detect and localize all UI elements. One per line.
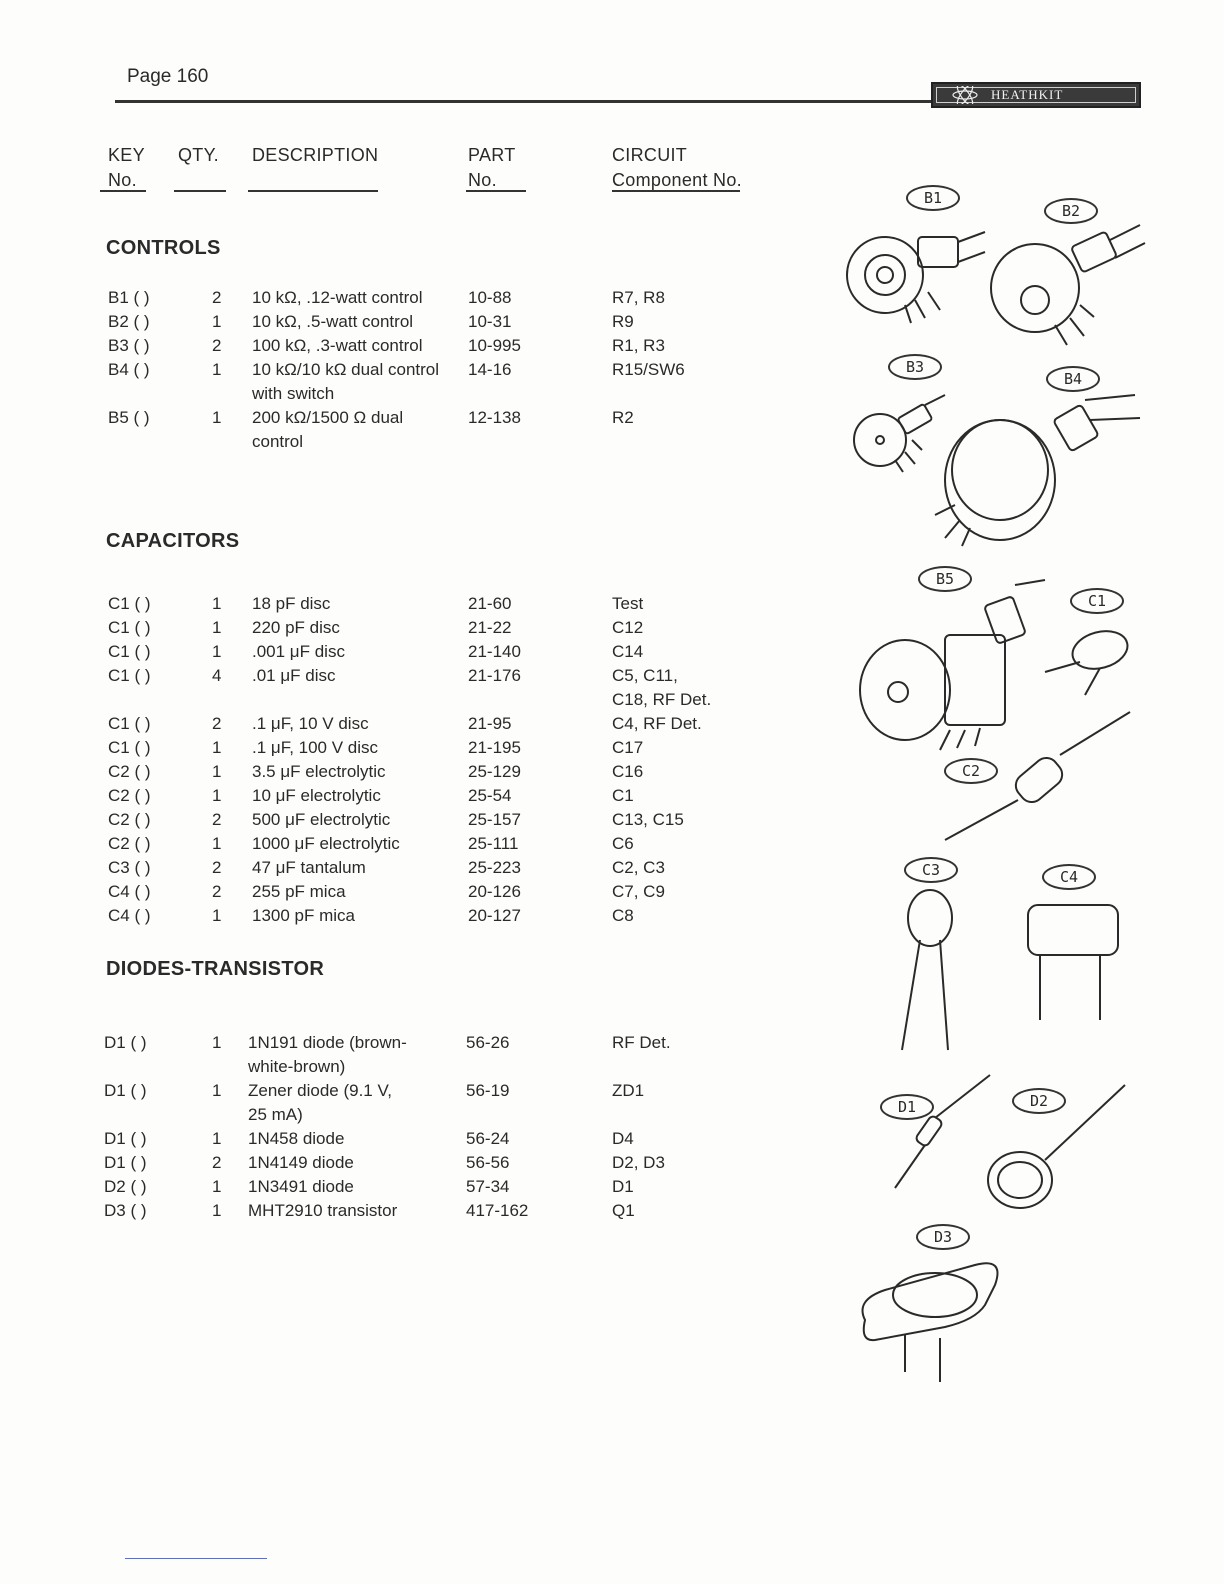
row-desc: 10 kΩ, .5-watt control bbox=[252, 312, 414, 331]
row-key: D1 ( ) bbox=[104, 1129, 147, 1148]
row-desc: 1N191 diode (brown- bbox=[248, 1033, 407, 1052]
row-qty: 1 bbox=[212, 1177, 222, 1196]
row-desc: 1N4149 diode bbox=[248, 1153, 354, 1172]
table-row bbox=[0, 834, 760, 858]
row-key: B1 ( ) bbox=[108, 288, 150, 307]
label-c1: C1 bbox=[1070, 588, 1124, 614]
row-part: 25-111 bbox=[468, 834, 519, 853]
row-qty: 1 bbox=[212, 762, 222, 781]
row-circuit: C1 bbox=[612, 786, 634, 805]
row-key: C2 ( ) bbox=[108, 762, 151, 781]
row-key: C1 ( ) bbox=[108, 618, 151, 637]
row-key: C2 ( ) bbox=[108, 786, 151, 805]
row-part: 10-31 bbox=[468, 312, 512, 331]
row-part: 57-34 bbox=[466, 1177, 510, 1196]
page-number: Page 160 bbox=[127, 66, 209, 87]
row-circuit: R1, R3 bbox=[612, 336, 665, 355]
row-circuit: R2 bbox=[612, 408, 634, 427]
control-b1-drawing bbox=[847, 232, 985, 323]
row-part: 25-157 bbox=[468, 810, 521, 829]
row-desc: 10 kΩ, .12-watt control bbox=[252, 288, 423, 307]
row-part: 21-176 bbox=[468, 666, 521, 685]
row-key: C1 ( ) bbox=[108, 738, 151, 757]
table-row bbox=[0, 906, 760, 930]
row-key: C1 ( ) bbox=[108, 714, 151, 733]
col-key-label: KEY bbox=[108, 145, 145, 165]
capacitor-c4-drawing bbox=[1028, 905, 1118, 1020]
col-qty-underline bbox=[174, 190, 226, 192]
row-desc: 1N3491 diode bbox=[248, 1177, 354, 1196]
control-b5-drawing bbox=[860, 580, 1045, 750]
col-circuit-label: CIRCUIT bbox=[612, 145, 688, 165]
row-circuit: D4 bbox=[612, 1129, 634, 1148]
row-qty: 1 bbox=[212, 1081, 222, 1100]
row-desc: 500 μF electrolytic bbox=[252, 810, 391, 829]
table-row bbox=[0, 1033, 760, 1057]
col-part-sub: No. bbox=[468, 170, 497, 190]
col-qty-label: QTY. bbox=[178, 145, 219, 165]
table-row bbox=[0, 810, 760, 834]
row-qty: 2 bbox=[212, 858, 222, 877]
row-part: 20-127 bbox=[468, 906, 521, 925]
row-circuit: D2, D3 bbox=[612, 1153, 665, 1172]
table-row bbox=[0, 288, 760, 312]
row-desc: control bbox=[252, 432, 304, 451]
row-qty: 2 bbox=[212, 336, 222, 355]
row-part: 56-56 bbox=[466, 1153, 510, 1172]
row-circuit: C14 bbox=[612, 642, 644, 661]
row-qty: 2 bbox=[212, 882, 222, 901]
row-circuit: C2, C3 bbox=[612, 858, 665, 877]
row-circuit: C17 bbox=[612, 738, 644, 757]
row-desc: white-brown) bbox=[248, 1057, 346, 1076]
row-desc: with switch bbox=[252, 384, 335, 403]
row-desc: .1 μF, 100 V disc bbox=[252, 738, 379, 757]
col-key-sub: No. bbox=[108, 170, 137, 190]
row-qty: 1 bbox=[212, 408, 222, 427]
table-row bbox=[0, 408, 760, 432]
row-circuit: C7, C9 bbox=[612, 882, 665, 901]
col-circuit-underline bbox=[612, 190, 740, 192]
row-qty: 1 bbox=[212, 312, 222, 331]
row-qty: 1 bbox=[212, 906, 222, 925]
row-qty: 1 bbox=[212, 1201, 222, 1220]
row-circuit: R7, R8 bbox=[612, 288, 665, 307]
table-row bbox=[0, 1081, 760, 1105]
row-key: C2 ( ) bbox=[108, 810, 151, 829]
table-row-continuation bbox=[0, 1105, 760, 1129]
row-circuit: C16 bbox=[612, 762, 644, 781]
table-row bbox=[0, 786, 760, 810]
row-circuit: C5, C11, bbox=[612, 666, 678, 685]
row-key: D1 ( ) bbox=[104, 1081, 147, 1100]
row-part: 56-24 bbox=[466, 1129, 510, 1148]
table-row bbox=[0, 714, 760, 738]
label-b3: B3 bbox=[888, 354, 942, 380]
label-b1: B1 bbox=[906, 185, 960, 211]
row-qty: 2 bbox=[212, 288, 222, 307]
row-desc: 100 kΩ, .3-watt control bbox=[252, 336, 423, 355]
row-qty: 1 bbox=[212, 642, 222, 661]
row-desc: 1300 pF mica bbox=[252, 906, 355, 925]
col-desc-label: DESCRIPTION bbox=[252, 145, 379, 165]
row-qty: 4 bbox=[212, 666, 222, 685]
row-key: C4 ( ) bbox=[108, 906, 151, 925]
row-circuit: RF Det. bbox=[612, 1033, 671, 1052]
table-row bbox=[0, 1177, 760, 1201]
component-illustrations bbox=[820, 180, 1160, 1400]
table-row bbox=[0, 882, 760, 906]
row-part: 21-95 bbox=[468, 714, 512, 733]
label-c4: C4 bbox=[1042, 864, 1096, 890]
row-desc: 10 kΩ/10 kΩ dual control bbox=[252, 360, 440, 379]
row-key: C4 ( ) bbox=[108, 882, 151, 901]
brand-badge bbox=[931, 82, 1141, 108]
table-row-continuation bbox=[0, 1057, 760, 1081]
row-part: 417-162 bbox=[466, 1201, 529, 1220]
section-title-diodes-transistor: DIODES-TRANSISTOR bbox=[106, 958, 325, 980]
row-circuit: C12 bbox=[612, 618, 644, 637]
row-desc: 255 pF mica bbox=[252, 882, 346, 901]
row-desc: 10 μF electrolytic bbox=[252, 786, 381, 805]
label-d1: D1 bbox=[880, 1094, 934, 1120]
row-part: 25-54 bbox=[468, 786, 512, 805]
row-qty: 1 bbox=[212, 738, 222, 757]
row-desc: 1N458 diode bbox=[248, 1129, 345, 1148]
row-part: 25-129 bbox=[468, 762, 521, 781]
transistor-d3-drawing bbox=[863, 1263, 998, 1382]
row-desc: 25 mA) bbox=[248, 1105, 303, 1124]
table-row bbox=[0, 642, 760, 666]
row-circuit: C13, C15 bbox=[612, 810, 684, 829]
col-part-underline bbox=[466, 190, 526, 192]
row-desc: 47 μF tantalum bbox=[252, 858, 366, 877]
row-key: C2 ( ) bbox=[108, 834, 151, 853]
row-qty: 2 bbox=[212, 714, 222, 733]
row-key: D1 ( ) bbox=[104, 1153, 147, 1172]
row-circuit: C18, RF Det. bbox=[612, 690, 712, 709]
label-d2: D2 bbox=[1012, 1088, 1066, 1114]
row-qty: 1 bbox=[212, 786, 222, 805]
row-key: D2 ( ) bbox=[104, 1177, 147, 1196]
row-key: C3 ( ) bbox=[108, 858, 151, 877]
row-desc: 200 kΩ/1500 Ω dual bbox=[252, 408, 404, 427]
row-qty: 2 bbox=[212, 810, 222, 829]
row-desc: Zener diode (9.1 V, bbox=[248, 1081, 392, 1100]
row-qty: 1 bbox=[212, 1129, 222, 1148]
row-part: 21-60 bbox=[468, 594, 512, 613]
row-key: D1 ( ) bbox=[104, 1033, 147, 1052]
capacitor-c3-drawing bbox=[902, 890, 952, 1050]
label-b5: B5 bbox=[918, 566, 972, 592]
brand-text: HEATHKIT bbox=[991, 87, 1064, 102]
header-rule bbox=[115, 100, 931, 103]
row-desc: .1 μF, 10 V disc bbox=[252, 714, 369, 733]
control-b3-drawing bbox=[854, 395, 945, 472]
label-b2: B2 bbox=[1044, 198, 1098, 224]
row-part: 10-88 bbox=[468, 288, 512, 307]
table-row bbox=[0, 1201, 760, 1225]
row-qty: 1 bbox=[212, 1033, 222, 1052]
row-key: B2 ( ) bbox=[108, 312, 150, 331]
row-qty: 2 bbox=[212, 1153, 222, 1172]
section-title-capacitors: CAPACITORS bbox=[106, 530, 240, 552]
row-circuit: R9 bbox=[612, 312, 634, 331]
row-desc: 220 pF disc bbox=[252, 618, 340, 637]
diode-d1-drawing bbox=[895, 1075, 990, 1188]
row-part: 14-16 bbox=[468, 360, 512, 379]
row-key: B3 ( ) bbox=[108, 336, 150, 355]
row-qty: 1 bbox=[212, 618, 222, 637]
table-row bbox=[0, 312, 760, 336]
row-desc: 1000 μF electrolytic bbox=[252, 834, 400, 853]
table-row bbox=[0, 1129, 760, 1153]
row-part: 21-22 bbox=[468, 618, 512, 637]
table-row bbox=[0, 762, 760, 786]
row-qty: 1 bbox=[212, 360, 222, 379]
table-row bbox=[0, 666, 760, 690]
row-key: B5 ( ) bbox=[108, 408, 150, 427]
row-desc: .001 μF disc bbox=[252, 642, 345, 661]
table-row bbox=[0, 618, 760, 642]
row-part: 25-223 bbox=[468, 858, 521, 877]
row-key: C1 ( ) bbox=[108, 666, 151, 685]
table-row bbox=[0, 738, 760, 762]
table-row bbox=[0, 1153, 760, 1177]
row-circuit: D1 bbox=[612, 1177, 634, 1196]
row-part: 20-126 bbox=[468, 882, 521, 901]
row-circuit: Test bbox=[612, 594, 644, 613]
row-circuit: C8 bbox=[612, 906, 634, 925]
label-d3: D3 bbox=[916, 1224, 970, 1250]
section-title-controls: CONTROLS bbox=[106, 237, 221, 259]
control-b2-drawing bbox=[991, 225, 1145, 345]
row-circuit: Q1 bbox=[612, 1201, 635, 1220]
col-key-underline bbox=[100, 190, 146, 192]
footer-rule bbox=[125, 1558, 267, 1559]
row-part: 56-19 bbox=[466, 1081, 510, 1100]
col-part-label: PART bbox=[468, 145, 516, 165]
label-b4: B4 bbox=[1046, 366, 1100, 392]
capacitor-c1-drawing bbox=[1045, 625, 1132, 695]
row-part: 21-195 bbox=[468, 738, 521, 757]
row-circuit: C6 bbox=[612, 834, 634, 853]
label-c2: C2 bbox=[944, 758, 998, 784]
table-row-continuation bbox=[0, 384, 760, 408]
col-desc-underline bbox=[248, 190, 378, 192]
row-circuit: R15/SW6 bbox=[612, 360, 685, 379]
row-circuit: ZD1 bbox=[612, 1081, 645, 1100]
row-qty: 1 bbox=[212, 594, 222, 613]
table-row bbox=[0, 336, 760, 360]
row-qty: 1 bbox=[212, 834, 222, 853]
table-row bbox=[0, 594, 760, 618]
table-row bbox=[0, 858, 760, 882]
row-desc: 3.5 μF electrolytic bbox=[252, 762, 386, 781]
table-row-continuation bbox=[0, 690, 760, 714]
row-part: 12-138 bbox=[468, 408, 521, 427]
col-circuit-sub: Component No. bbox=[612, 170, 742, 190]
row-desc: MHT2910 transistor bbox=[248, 1201, 398, 1220]
table-row bbox=[0, 360, 760, 384]
row-key: C1 ( ) bbox=[108, 642, 151, 661]
label-c3: C3 bbox=[904, 857, 958, 883]
row-part: 21-140 bbox=[468, 642, 521, 661]
control-b4-drawing bbox=[935, 395, 1140, 546]
row-desc: .01 μF disc bbox=[252, 666, 336, 685]
row-circuit: C4, RF Det. bbox=[612, 714, 702, 733]
row-key: C1 ( ) bbox=[108, 594, 151, 613]
table-row-continuation bbox=[0, 432, 760, 456]
row-desc: 18 pF disc bbox=[252, 594, 331, 613]
row-key: B4 ( ) bbox=[108, 360, 150, 379]
row-part: 10-995 bbox=[468, 336, 521, 355]
row-key: D3 ( ) bbox=[104, 1201, 147, 1220]
atom-logo-icon bbox=[951, 86, 979, 104]
row-part: 56-26 bbox=[466, 1033, 510, 1052]
